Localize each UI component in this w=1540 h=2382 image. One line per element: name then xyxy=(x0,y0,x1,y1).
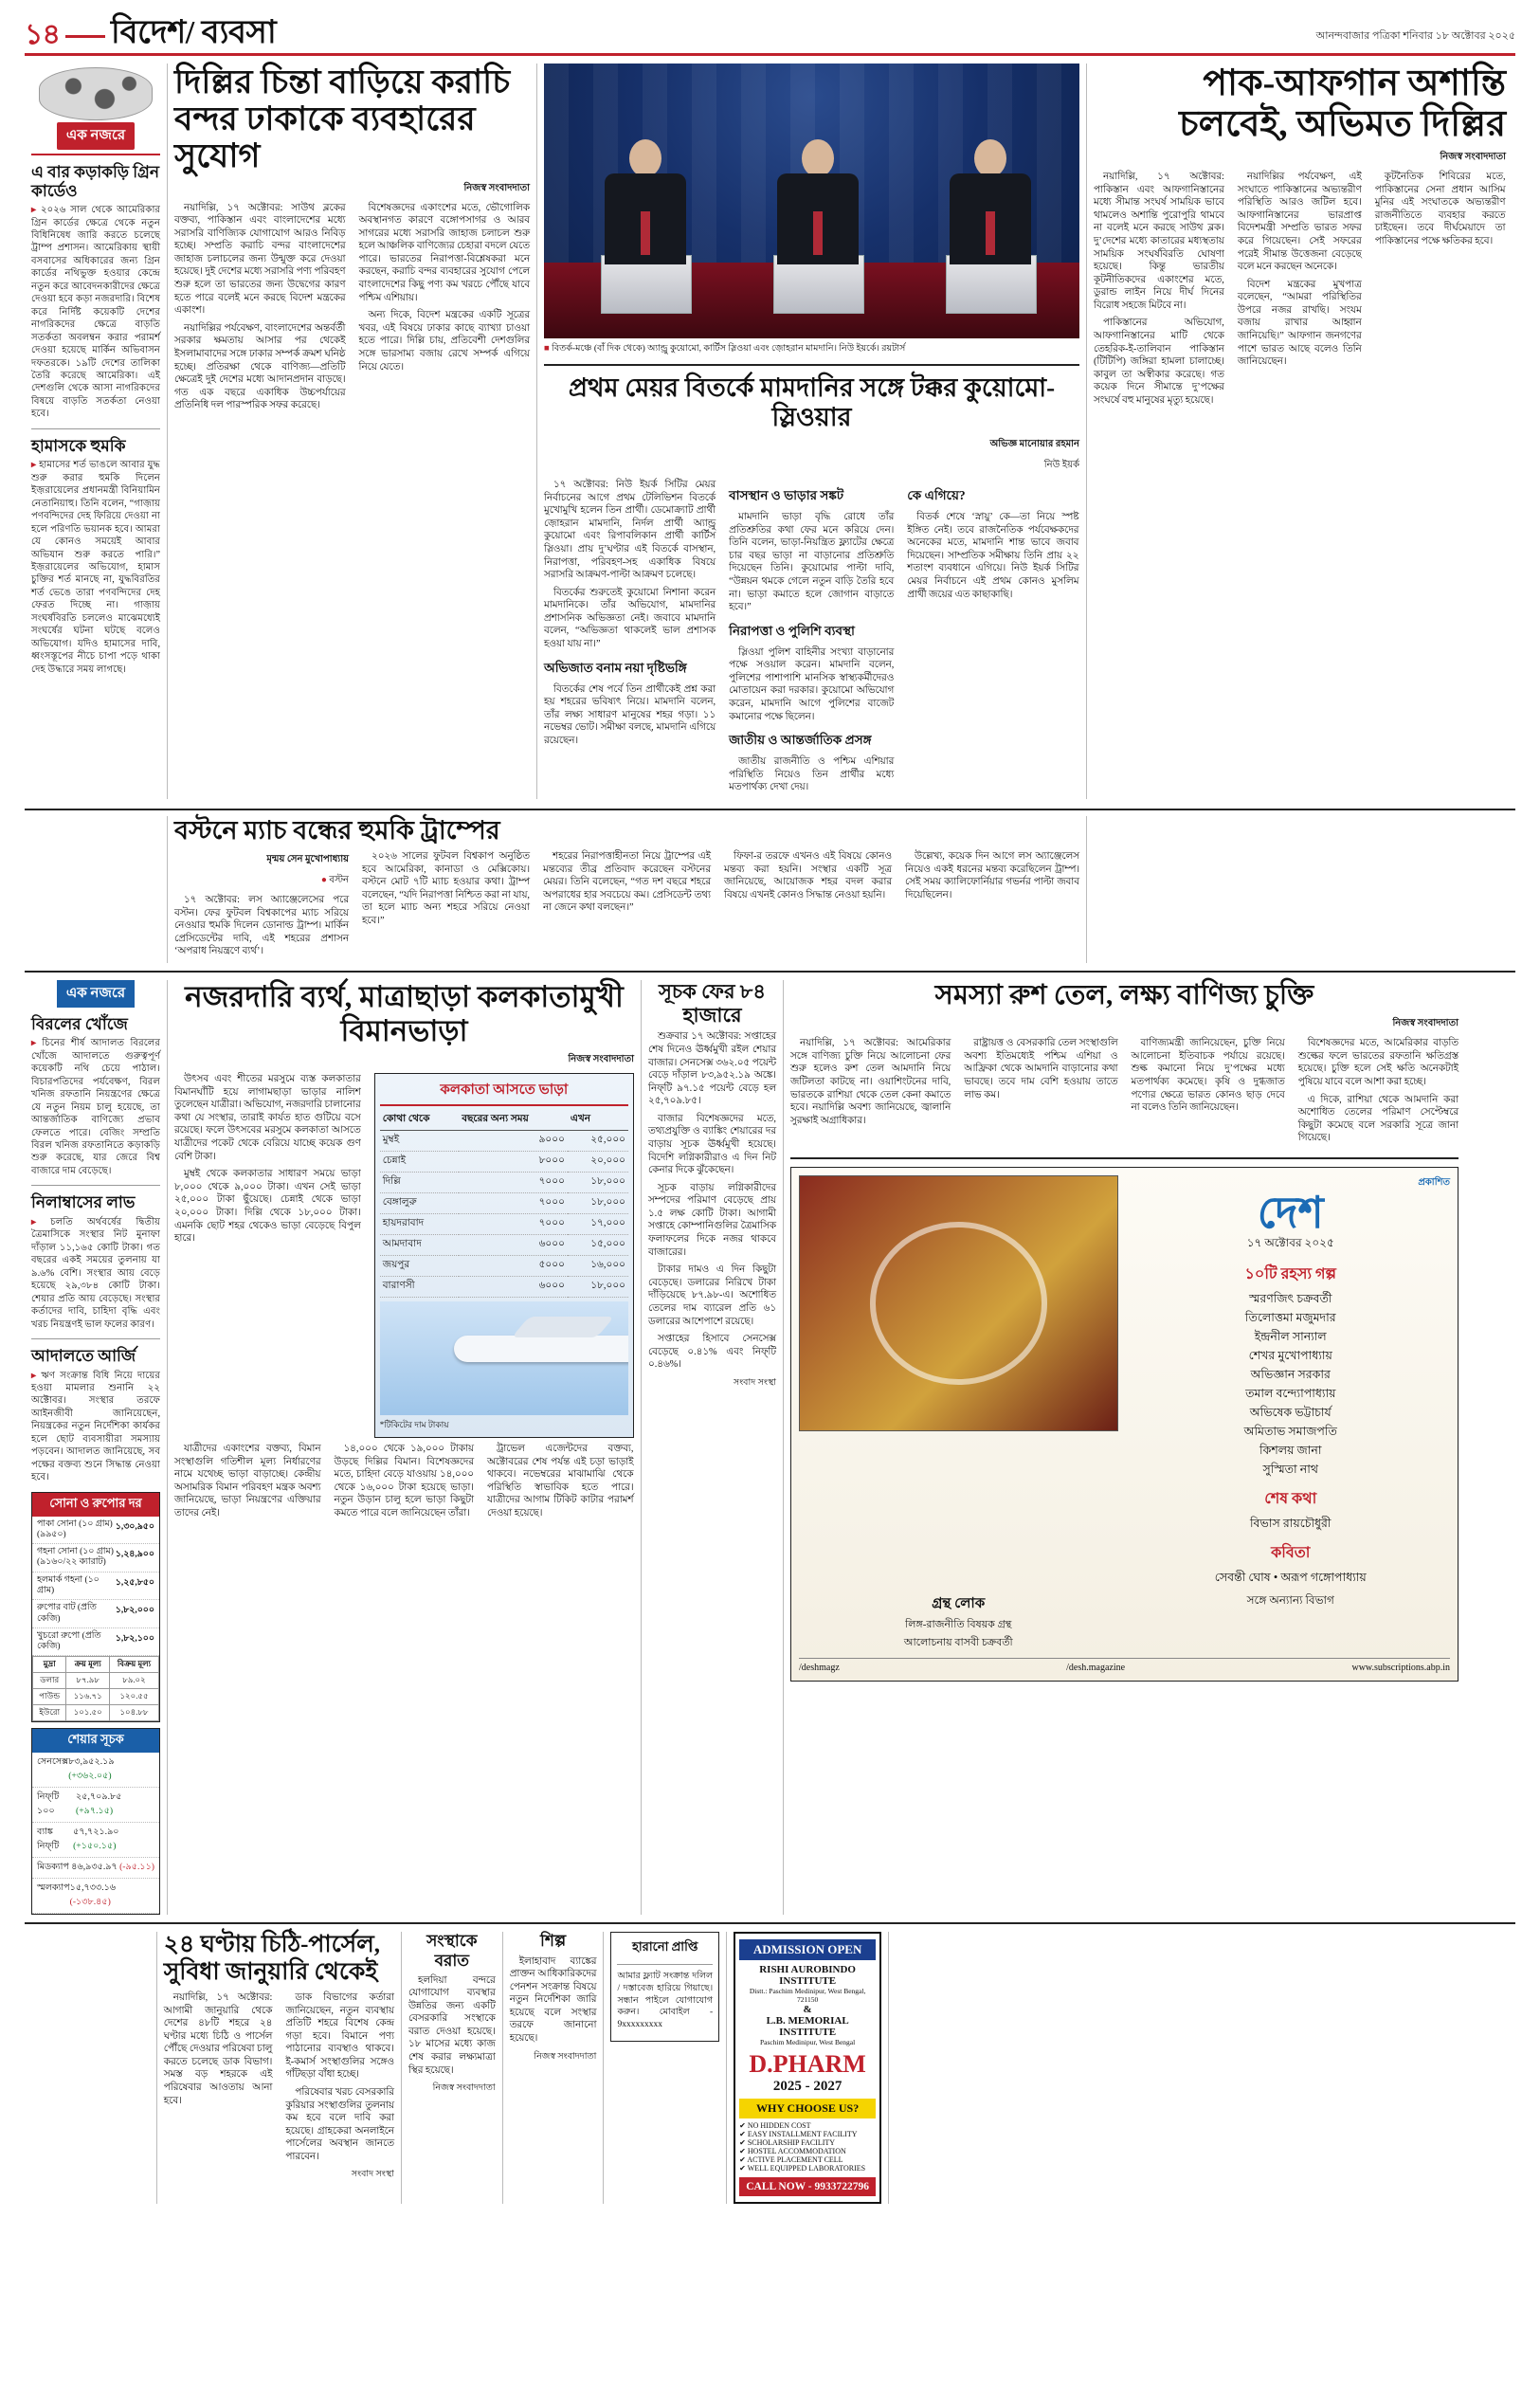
page-number: ১৪ xyxy=(25,19,60,50)
rate-label: খুচরো রুপো (প্রতি কেজি) xyxy=(37,1630,101,1652)
boston-place: বস্টন xyxy=(329,874,349,885)
cell-now: ১৫,০০০ xyxy=(568,1235,628,1256)
index-value: ২৫,৭০৯.৮৫ xyxy=(76,1791,122,1803)
photo-caption: ■ বিতর্ক-মঞ্চে (বাঁ দিক থেকে) অ্যান্ড্রু কুয়োমো, কার্টিস স্লিওয়া এবং জ়োহরান মামদানি। নিউ ইয়র্কে। রয়টার্স xyxy=(544,344,906,354)
cell: ১২০.৫৫ xyxy=(110,1689,159,1705)
section-rule xyxy=(65,35,105,38)
paragraph: নয়াদিল্লির পর্যবেক্ষণ, বাংলাদেশের অন্তর্বর্তী সরকার ক্ষমতায় আসার পর থেকেই ইসলামাবাদের সঙ্গে ঢাকার সম্পর্ক ক্রমশ ঘনিষ্ঠ হচ্ছে। প্রতিরক্ষা থেকে বাণিজ্য—প্রতিটি ক্ষেত্রেই দুই দেশের মধ্যে আদানপ্রদান বাড়ছে। গত এক বছরে একাধিক উচ্চপর্যায়ের প্রতিনিধি দল পারস্পরিক সফর করেছে। xyxy=(174,322,346,411)
rate-row xyxy=(32,1600,159,1628)
table-row xyxy=(380,1173,628,1193)
table-row xyxy=(380,1235,628,1256)
paragraph: শুক্রবার ১৭ অক্টোবর: সপ্তাহের শেষ দিনেও ঊর্ধ্বমুখী রইল শেয়ার বাজার। সেনসেক্স ৩৬২.০৫ পয়েন্ট বেড়ে দাঁড়াল ৮৩,৯৫২.১৯ অঙ্কে। নিফ্‌টি ৯৭.১৫ পয়েন্ট বেড়ে হল ২৫,৭০৯.৮৫। xyxy=(648,1031,776,1107)
admission-ad[interactable] xyxy=(726,1932,888,2204)
currency-table xyxy=(32,1656,159,1721)
cell: ডলার xyxy=(33,1673,66,1689)
fare-table xyxy=(374,1073,634,1438)
masthead-date: আনন্দবাজার পত্রিকা শনিবার ১৮ অক্টোবর ২০২৫ xyxy=(1315,30,1515,42)
index-value: ৪৬,৯৩৫.৯৭ xyxy=(71,1862,118,1873)
paragraph: বিদেশ মন্ত্রকের মুখপাত্র বলেছেন, “আমরা পরিস্থিতির উপরে নজর রাখছি। সংযম বজায় রাখার আহ্বান জানিয়েছি।” আফগান জনগণের পাশে ভারত আছে বলেও তিনি জানিয়েছেন। xyxy=(1237,279,1362,368)
subhead: অভিজাত বনাম নয়া দৃষ্টিভঙ্গি xyxy=(544,660,687,675)
boston-dateline: ● বস্টন xyxy=(320,874,349,885)
paragraph: হলদিয়া বন্দরে যোগাযোগ ব্যবস্থার উন্নতির জন্য একটি বেসরকারি সংস্থাকে বরাত দেওয়া হয়েছে। ১৮ মাসের মধ্যে কাজ শেষ করার লক্ষ্যমাত্রা স্থির হয়েছে। xyxy=(408,1974,496,2076)
index-value: ১৫,৭৩৩.১৬ xyxy=(69,1882,117,1894)
granthalok-sub2: আলোচনায় বাসবী চক্রবর্তী xyxy=(903,1636,1013,1648)
subhead: নিরাপত্তা ও পুলিশি ব্যবস্থা xyxy=(729,623,855,638)
subhead: বাসস্থান ও ভাড়ার সঙ্কট xyxy=(729,488,844,503)
index-label: নিফ্‌টি ১০০ xyxy=(37,1791,60,1817)
desh-magazine-ad[interactable] xyxy=(790,1167,1458,1682)
paragraph: এ দিকে, রাশিয়া থেকে আমদানি করা অশোধিত তেলের পরিমাণ সেপ্টেম্বরে কিছুটা কমেছে বলে সরকারি সূত্রে জানা গিয়েছে। xyxy=(1297,1094,1458,1144)
index-row xyxy=(32,1788,159,1823)
lost-found-ad[interactable] xyxy=(603,1932,726,2204)
cell-city: হায়দরাবাদ xyxy=(380,1214,460,1235)
paragraph: স্লিওয়া পুলিশ বাহিনীর সংখ্যা বাড়ানোর পক্ষে সওয়াল করেন। মামদানি বলেন, পুলিশের পাশাপাশি মানসিক স্বাস্থ্যকর্মীদেরও মোতায়েন করা দরকার। কুয়োমো অভিযোগ করেন, মামদানি আগে পুলিশের বাজেট কমানোর পক্ষে ছিলেন। xyxy=(729,646,895,722)
ad-point-text: WELL EQUIPPED LABORATORIES xyxy=(747,2164,866,2173)
lower-block xyxy=(25,980,1515,1916)
desh-section-title-3: কবিতা xyxy=(1271,1544,1311,1561)
lead-center-headline: প্রথম মেয়র বিতর্কে মামদানির সঙ্গে টক্কর কুয়োমো-স্লিওয়ার xyxy=(568,373,1056,432)
lost-found-text: আমার ফ্ল্যাট সংক্রান্ত দলিল / দস্তাবেজ হারিয়ে গিয়াছে। সন্ধান পাইলে যোগাযোগ করুন। মোবাইল - 9xxxxxxxxx xyxy=(617,1972,714,2029)
cell-city: দিল্লি xyxy=(380,1173,460,1193)
nojore-body: হামাসের শর্ত ভাঙলে আবার যুদ্ধ শুরু করার হুমকি দিলেন ইজ়রায়েলের প্রধানমন্ত্রী বিনিয়ামিন নেতানিয়াহু। তিনি বলেন, “গাজ়ায় পণবন্দিদের দেহ ফিরিয়ে দেওয়া না হলে পরিণতি ভয়ানক হবে। আমরা যে কোনও সময়েই আবার অভিযান শুরু করতে পারি।” ইজ়রায়েলের অভিযোগ, হামাস চুক্তির শর্ত মানছে না, যুদ্ধবিরতির শর্ত ভেঙে তারা পণবন্দিদের দেহ ফেরত দিচ্ছে না। গাজ়ায় সংঘর্ষবিরতি চললেও মাঝেমধ্যেই সংঘর্ষের ঘটনা ঘটছে বলেও অভিযোগ। যদিও হামাসের দাবি, ধ্বংসস্তূপের নীচে চাপা পড়ে থাকা দেহ উদ্ধারে সময় লাগছে। xyxy=(31,460,160,675)
paragraph: ফিফা-র তরফে এখনও এই বিষয়ে কোনও মন্তব্য করা হয়নি। সংস্থার একটি সূত্র জানিয়েছে, আয়োজক শহর বদল করার বিষয়ে এখনই কোনও সিদ্ধান্ত নেওয়া হয়নি। xyxy=(724,850,892,900)
airfare-headline: নজরদারি ব্যর্থ, মাত্রাছাড়া কলকাতামুখী বিমানভাড়া xyxy=(185,979,624,1047)
right-lower-column xyxy=(783,980,1465,1916)
subhead: কে এগিয়ে? xyxy=(907,488,966,503)
paragraph: বিশেষজ্ঞদের মতে, আমেরিকার বাড়তি শুল্কের ফলে ভারতের রফতানি ক্ষতিগ্রস্ত হয়েছে। চুক্তি হলে সেই ক্ষতি অনেকটাই পুষিয়ে যাবে বলে আশা করা হচ্ছে। xyxy=(1297,1038,1458,1087)
airfare-story xyxy=(167,980,641,1916)
cell-city: জয়পুর xyxy=(380,1256,460,1277)
boston-strip xyxy=(25,816,1515,963)
paragraph: মামদানি ভাড়া বৃদ্ধি রোধে তাঁর প্রতিশ্রুতির কথা ফের মনে করিয়ে দেন। তিনি বলেন, ভাড়া-নিয়ন্ত্রিত ফ্ল্যাটের ক্ষেত্রে চার বছর ভাড়া না বাড়ানোর প্রতিশ্রুতি দিয়েছেন তিনি। কুয়োমোর পাল্টা দাবি, “উন্নয়ন থমকে গেলে নতুন বাড়ি তৈরি হবে না। ভাড়া কমাতে হলে জোগান বাড়াতে হবে।” xyxy=(729,512,895,613)
desh-section3-authors: সেবন্তী ঘোষ • অরূপ গঙ্গোপাধ্যায় xyxy=(1214,1570,1367,1584)
photo-caption-text: বিতর্ক-মঞ্চে (বাঁ দিক থেকে) অ্যান্ড্রু কুয়োমো, কার্টিস স্লিওয়া এবং জ়োহরান মামদানি। নিউ ইয়র্কে। রয়টার্স xyxy=(552,344,906,354)
desh-cover-image xyxy=(799,1175,1118,1431)
session-years: 2025 - 2027 xyxy=(772,2079,842,2095)
cell-now: ১৮,০০০ xyxy=(568,1277,628,1298)
ad-point-text: SCHOLARSHIP FACILITY xyxy=(747,2138,836,2148)
paragraph: টাকার দামও এ দিন কিছুটা বেড়েছে। ডলারের নিরিখে টাকা দাঁড়িয়েছে ৮৭.৯৮-এ। অশোধিত তেলের দাম ব্যারেল প্রতি ৬১ ডলারের আশেপাশে রয়েছে। xyxy=(648,1264,776,1327)
bottom-strip xyxy=(25,1932,1515,2204)
list-item: অভিজ্ঞান সরকার xyxy=(1250,1367,1331,1381)
cell-now: ১৬,০০০ xyxy=(568,1256,628,1277)
lead-center-dateline: নিউ ইয়র্ক xyxy=(1043,460,1079,471)
cell: ৮৭.৯৮ xyxy=(66,1673,110,1689)
granthalok-sub: লিঙ্গ-রাজনীতি বিষয়ক গ্রন্থ xyxy=(905,1618,1012,1630)
nojore-text: ▸ চিনের শীর্ষ আদালত বিরলের খোঁজে আদালতে গুরুত্বপূর্ণ কয়েকটি নথি চেয়ে পাঠাল। বিচারপতিদের পর্যবেক্ষণ, বিরল খনিজ রফতানি নিয়ন্ত্রণের ক্ষেত্রে যে নতুন নিয়ম চালু হয়েছে, তা আন্তর্জাতিক বাণিজ্যে প্রভাব ফেলতে পারে। বেজিং সম্প্রতি বিরল খনিজ রফতানিতে কড়াকড়ি শুরু করেছে, যার জেরে বিশ্ব বাজারে দাম বেড়েছে। xyxy=(31,1038,160,1176)
ad-point-text: NO HIDDEN COST xyxy=(747,2121,811,2131)
fare-table-title: কলকাতা আসতে ভাড়া xyxy=(380,1079,628,1106)
ad-point-text: ACTIVE PLACEMENT CELL xyxy=(747,2155,843,2165)
cell-normal: ৭০০০ xyxy=(459,1214,568,1235)
list-item: স্মরণজিৎ চক্রবর্তী xyxy=(1249,1291,1332,1305)
paragraph: ২০২৬ সালের ফুটবল বিশ্বকাপ অনুষ্ঠিত হবে আমেরিকা, কানাডা ও মেক্সিকোয়। বস্টনে মোট ৭টি ম্যাচ হওয়ার কথা। ট্রাম্প বলেছেন, “যদি নিরাপত্তা নিশ্চিত করা না যায়, তা হলে ম্যাচ অন্য শহরে সরিয়ে নেওয়া হবে।” xyxy=(362,850,530,926)
gold-rate-title: সোনা ও রুপোর দর xyxy=(32,1493,159,1517)
paragraph: পরিষেবার খরচ বেসরকারি কুরিয়ার সংস্থাগুলির তুলনায় কম হবে বলে দাবি করা হয়েছে। গ্রাহকেরা অনলাইনে পার্সেলের অবস্থান জানতে পারবেন। xyxy=(285,2087,394,2162)
lost-found-title: হারানো প্রাপ্তি xyxy=(632,1939,698,1955)
admission-banner: ADMISSION OPEN xyxy=(739,1939,876,1960)
desh-date: ১৭ অক্টোবর ২০২৫ xyxy=(1246,1235,1334,1249)
airfare-byline: নিজস্ব সংবাদদাতা xyxy=(568,1054,634,1065)
index-delta: (+১৫০.১৫) xyxy=(73,1841,117,1852)
rate-label: রুপোর বাট (প্রতি কেজি) xyxy=(37,1603,97,1624)
rate-value: ১,২৫,৮৫০ xyxy=(115,1577,154,1588)
index-delta: (+৩৬২.০৫) xyxy=(68,1771,112,1782)
cell-city: বারাণসী xyxy=(380,1277,460,1298)
paragraph: উল্লেখ্য, কয়েক দিন আগে লস অ্যাঞ্জেলেস নিয়েও একই ধরনের মন্তব্য করেছিলেন ট্রাম্প। সেই সময় ক্যালিফোর্নিয়ার গভর্নর পাল্টা জবাব দিয়েছিলেন। xyxy=(905,850,1079,900)
section-title: বিদেশ/ ব্যবসা xyxy=(110,15,277,50)
paragraph: নয়াদিল্লি, ১৭ অক্টোবর: আমেরিকার সঙ্গে বাণিজ্য চুক্তি নিয়ে আলোচনা ফের শুরু হলেও রুশ তেল আমদানি নিয়ে জটিলতা কাটছে না। ওয়াশিংটনের দাবি, ভারতকে রাশিয়া থেকে তেল কেনা কমাতে হবে। নয়াদিল্লি অবশ্য জানিয়েছে, জ্বালানি সুরক্ষাই অগ্রাধিকার। xyxy=(790,1038,951,1126)
gold-rate-box xyxy=(31,1492,160,1723)
list-item: সুস্মিতা নাথ xyxy=(1262,1462,1318,1476)
table-row xyxy=(380,1152,628,1173)
list-item: অভিষেক ভট্টাচার্য xyxy=(1249,1405,1332,1419)
table-row xyxy=(33,1673,159,1689)
desh-logo: দেশ xyxy=(1257,1188,1324,1237)
nojore-body: চিনের শীর্ষ আদালত বিরলের খোঁজে আদালতে গুরুত্বপূর্ণ কয়েকটি নথি চেয়ে পাঠাল। বিচারপতিদের পর্যবেক্ষণ, বিরল খনিজ রফতানি নিয়ন্ত্রণের ক্ষেত্রে যে নতুন নিয়ম চালু হয়েছে, তা আন্তর্জাতিক বাণিজ্যে প্রভাব ফেলতে পারে। বেজিং সম্প্রতি বিরল খনিজ রফতানিতে কড়াকড়ি শুরু করেছে, যার জেরে বিশ্ব বাজারে দাম বেড়েছে। xyxy=(31,1038,160,1176)
lead-left-byline: নিজস্ব সংবাদদাতা xyxy=(463,182,530,193)
cell-normal: ৭০০০ xyxy=(459,1193,568,1214)
rate-row xyxy=(32,1573,159,1601)
baraat-headline: সংস্থাকে বরাত xyxy=(426,1932,478,1970)
index-news-story xyxy=(641,980,783,1916)
index-news-credit: সংবাদ সংস্থা xyxy=(733,1377,776,1388)
lead-center-story xyxy=(536,64,1086,799)
index-row xyxy=(32,1879,159,1914)
paragraph: উৎসব এবং শীতের মরসুমে ব্যস্ত কলকাতার বিমানঘাঁটি হয়ে লাগামছাড়া ভাড়ার নালিশ তুলেছেন যাত্রীরা। অভিযোগ, নজরদারি চালানোর কথা যে সংস্থার, তারাই কার্যত হাত গুটিয়ে বসে রয়েছে। ফলে উৎসবের মরসুমে কলকাতা আসতে যাত্রীদের পকেট থেকে বেরিয়ে যাচ্ছে কয়েক গুণ বেশি টাকা। xyxy=(174,1074,361,1162)
paragraph: বিতর্কের শুরুতেই কুয়োমো নিশানা করেন মামদানিকে। তাঁর অভিযোগ, মামদানির প্রশাসনিক অভিজ্ঞতা নেই। জবাবে মামদানি বলেন, “অভিজ্ঞতা থাকলেই ভাল প্রশাসক হওয়া যায় না।” xyxy=(544,587,716,650)
list-item: কিশলয় জানা xyxy=(1259,1443,1322,1457)
cell-normal: ৯০০০ xyxy=(459,1131,568,1152)
paragraph: বাজার বিশেষজ্ঞদের মতে, তথ্যপ্রযুক্তি ও ব্যাঙ্কিং শেয়ারের দর বাড়ায় সূচক ঊর্ধ্বমুখী হয়েছে। বিদেশি লগ্নিকারীরাও এ দিন নিট কেনার দিকে ঝুঁকেছেন। xyxy=(648,1113,776,1176)
cell: ১০১.৫০ xyxy=(66,1705,110,1721)
ek-nojore-tag: এক নজরে xyxy=(57,122,135,150)
paragraph: ডাক বিভাগের কর্তারা জানিয়েছেন, নতুন ব্যবস্থায় প্রতিটি শহরে বিশেষ কেন্দ্র গড়া হবে। বিমানে পণ্য পাঠানোর ব্যবস্থাও থাকবে। ই-কমার্স সংস্থাগুলির সঙ্গেও গাঁটছড়া বাঁধা হচ্ছে। xyxy=(285,1991,394,2081)
col-header: বিক্রয় মূল্য xyxy=(110,1657,159,1673)
index-label: মিডক্যাপ xyxy=(37,1862,69,1873)
col-header: বছরের অন্য সময় xyxy=(459,1110,568,1131)
list-item: তিলোত্তমা মজুমদার xyxy=(1244,1310,1336,1324)
list-item: শেখর মুখোপাধ্যায় xyxy=(1248,1348,1332,1362)
institute-1-name: RISHI AUROBINDO INSTITUTE xyxy=(759,1964,856,1988)
cell-now: ১৭,০০০ xyxy=(568,1214,628,1235)
paragraph: পাকিস্তানের অভিযোগ, আফগানিস্তানের মাটি থেকে তেহরিক-ই-তালিবান পাকিস্তান (টিটিপি) জঙ্গিরা হামলা চালাচ্ছে। কাবুল তা অস্বীকার করেছে। গত কয়েক দিনে সীমান্তে দু’পক্ষের সংঘর্ষে বহু মানুষের মৃত্যু হয়েছে। xyxy=(1094,318,1224,406)
industry-note xyxy=(502,1932,604,2204)
nojore-text: ▸ ২০২৬ সাল থেকে আমেরিকার গ্রিন কার্ডের ক্ষেত্রে থেকে নতুন বিধিনিষেধ জারি করতে চলেছে ট্রাম্প প্রশাসন। আমেরিকায় স্থায়ী বসবাসের অধিকারের জন্য গ্রিন কার্ডের নথিভুক্ত হওয়ার কেন্দ্রে নতুন করে আবেদনকারীদের ক্ষেত্রে দেওয়া হবে কড়া নজরদারি। বিশেষ করে নির্দিষ্ট কয়েকটি দেশের নাগরিকদের ক্ষেত্রে বাড়তি সতর্কতা অবলম্বন করার পরামর্শ দেওয়া হয়েছে মার্কিন অভিবাসন দফতরকে। ১৯টি দেশের তালিকা তৈরি করেছে আমেরিকা। এই দেশগুলি থেকে আসা নাগরিকদের বিষয়ে বাড়তি সতর্কতা নেওয়া হবে। xyxy=(31,205,160,420)
cell-normal: ৭০০০ xyxy=(459,1173,568,1193)
ek-nojore-column-1 xyxy=(25,64,167,799)
rate-label: হলমার্ক গহনা (১০ গ্রাম) xyxy=(37,1574,100,1596)
baraat-credit: নিজস্ব সংবাদদাতা xyxy=(432,2083,496,2094)
paragraph: বিতর্ক শেষে ‘স্নায়ু’ কে—তা নিয়ে স্পষ্ট ইঙ্গিত নেই। তবে রাজনৈতিক পর্যবেক্ষকদের অনেকের মতে, মামদানি শান্ত ভাবে জবাব দিয়েছেন। সাম্প্রতিক সমীক্ষায় তিনি প্রায় ২২ শতাংশ ব্যবধানে এগিয়ে। নিউ ইয়র্ক সিটির মেয়র নির্বাচনে এই প্রথম কোনও মুসলিম প্রার্থী জয়ের এত কাছাকাছি। xyxy=(907,512,1079,600)
nojore-title: বিরলের খোঁজে xyxy=(31,1014,128,1033)
index-label: স্মলক্যাপ xyxy=(37,1882,70,1894)
courier-credit: সংবাদ সংস্থা xyxy=(351,2170,394,2180)
lead-right-headline: পাক-আফগান অশান্তি চলবেই, অভিমত দিল্লির xyxy=(1179,64,1506,144)
nojore-text: ▸ চলতি অর্থবর্ষের দ্বিতীয় ত্রৈমাসিকে সংস্থার নিট মুনাফা দাঁড়াল ১১,১৬৫ কোটি টাকা। গত বছরের একই সময়ের তুলনায় যা ৯.৬% বেশি। সংস্থার আয় বেড়ে হয়েছে ২৯,৩৮৪ কোটি টাকা। শেয়ার প্রতি আয় বেড়েছে। সংস্থার কর্তাদের দাবি, চাহিদা বৃদ্ধি এবং খরচ নিয়ন্ত্রণই ভাল ফলের কারণ। xyxy=(31,1216,160,1330)
col-header: মুদ্রা xyxy=(33,1657,66,1673)
ad-point: ✔ HOSTEL ACCOMMODATION xyxy=(739,2147,846,2156)
desh-section-title-2: শেষ কথা xyxy=(1264,1490,1317,1507)
cell: ১১৬.৭১ xyxy=(66,1689,110,1705)
paragraph: সূচক বাড়ায় লগ্নিকারীদের সম্পদের পরিমাণ বেড়েছে প্রায় ১.৫ লক্ষ কোটি টাকা। আগামী সপ্তাহে কোম্পানিগুলির ত্রৈমাসিক ফলাফলের দিকে নজর থাকবে বাজারের। xyxy=(648,1182,776,1258)
instagram-handle[interactable]: /desh.magazine xyxy=(1066,1662,1126,1673)
industry-headline: শিল্প xyxy=(540,1932,567,1951)
paragraph: জাতীয় রাজনীতি ও পশ্চিম এশিয়ার পরিস্থিতি নিয়েও তিন প্রার্থীর মধ্যে মতপার্থক্য দেখা দেয়। xyxy=(729,756,895,793)
globe-icon xyxy=(39,67,153,120)
index-row xyxy=(32,1823,159,1858)
divider xyxy=(31,428,160,429)
boston-byline: মৃন্ময় সেন মুখোপাধ্যায় xyxy=(266,853,349,864)
nojore-body: ২০২৬ সাল থেকে আমেরিকার গ্রিন কার্ডের ক্ষেত্রে থেকে নতুন বিধিনিষেধ জারি করতে চলেছে ট্রাম্প প্রশাসন। আমেরিকায় স্থায়ী বসবাসের অধিকারের জন্য গ্রিন কার্ডের নথিভুক্ত হওয়ার কেন্দ্রে নতুন করে আবেদনকারীদের ক্ষেত্রে দেওয়া হবে কড়া নজরদারি। বিশেষ করে নির্দিষ্ট কয়েকটি দেশের নাগরিকদের ক্ষেত্রে বাড়তি সতর্কতা অবলম্বন করার পরামর্শ দেওয়া হয়েছে মার্কিন অভিবাসন দফতরকে। ১৯টি দেশের তালিকা তৈরি করেছে আমেরিকা। এই দেশগুলি থেকে আসা নাগরিকদের বিষয়ে বাড়তি সতর্কতা নেওয়া হবে। xyxy=(31,205,160,420)
boston-story xyxy=(167,816,1086,963)
paragraph: বাণিজ্যমন্ত্রী জানিয়েছেন, চুক্তি নিয়ে আলোচনা ইতিবাচক পর্যায়ে রয়েছে। শুল্ক কমানো নিয়ে দু’পক্ষের মধ্যে মতপার্থক্য কমেছে। কৃষি ও দুগ্ধজাত পণ্যের ক্ষেত্রে ভারত কোনও ছাড় দেবে না বলেও তিনি জানিয়েছেন। xyxy=(1131,1038,1285,1114)
paragraph: অন্য দিকে, বিদেশ মন্ত্রকের একটি সূত্রের খবর, এই বিষয়ে ঢাকার কাছে ব্যাখ্যা চাওয়া হতে পারে। দিল্লি চায়, প্রতিবেশী দেশগুলির সঙ্গে ভারসাম্য বজায় রেখে সম্পর্ক এগিয়ে নিয়ে যেতে। xyxy=(358,310,530,373)
rate-row xyxy=(32,1517,159,1545)
cell-normal: ৬০০০ xyxy=(459,1235,568,1256)
desh-misc: সঙ্গে অন্যান্য বিভাগ xyxy=(1246,1592,1334,1607)
russia-oil-headline: সমস্যা রুশ তেল, লক্ষ্য বাণিজ্য চুক্তি xyxy=(934,979,1314,1010)
nojore-text: ▸ ঋণ সংক্রান্ত বিধি নিয়ে দায়ের হওয়া মামলার শুনানি ২২ অক্টোবর। সংস্থার তরফে আইনজীবী জানিয়েছেন, নিয়ন্ত্রকের নতুন নির্দেশিকা কার্যকর হলে ছোট ব্যবসায়ীরা সমস্যায় পড়বেন। আদালত জানিয়েছে, সব পক্ষের বক্তব্য শুনে সিদ্ধান্ত নেওয়া হবে। xyxy=(31,1370,160,1483)
paragraph: শহরের নিরাপত্তাহীনতা নিয়ে ট্রাম্পের এই মন্তব্যের তীব্র প্রতিবাদ করেছেন বস্টনের মেয়র। তিনি বলেছেন, “গত দশ বছরে শহরে অপরাধের হার সবচেয়ে কম। প্রেসিডেন্ট তথ্য না জেনে কথা বলছেন।” xyxy=(543,850,711,914)
nojore-title: নিলাম্বাসের লাভ xyxy=(31,1193,136,1212)
ad-point-text: EASY INSTALLMENT FACILITY xyxy=(747,2130,858,2139)
cell-now: ২০,০০০ xyxy=(568,1152,628,1173)
share-index-box xyxy=(31,1728,160,1915)
paragraph: মুম্বই থেকে কলকাতার সাধারণ সময়ে ভাড়া ৮,০০০ থেকে ৯,০০০ টাকা। এখন সেই ভাড়া ২৫,০০০ টাকা ছুঁয়েছে। চেন্নাই থেকে ভাড়া ২০,০০০ টাকা। দিল্লি থেকে ১৮,০০০ টাকা। এমনকি ছোট শহর থেকেও ভাড়া বেড়েছে বিপুল হারে। xyxy=(174,1169,361,1245)
desh-section-title: ১০টি রহস্য গল্প xyxy=(1244,1265,1336,1282)
share-index-title: শেয়ার সূচক xyxy=(32,1729,159,1753)
table-row xyxy=(380,1193,628,1214)
cell: ১০৪.৮৮ xyxy=(110,1705,159,1721)
index-label: সেনসেক্স xyxy=(37,1756,69,1768)
col-header: কোথা থেকে xyxy=(380,1110,460,1131)
call-now-button[interactable]: CALL NOW - 9933722796 xyxy=(739,2177,876,2196)
paragraph: কূটনৈতিক শিবিরের মতে, পাকিস্তানের সেনা প্রধান আসিম মুনির এই সংঘাতকে অভ্যন্তরীণ রাজনীতিতে ব্যবহার করতে চাইছেন। তবে দীর্ঘমেয়াদে তা পাকিস্তানের পক্ষে ক্ষতিকর হবে। xyxy=(1374,172,1506,246)
paragraph: নয়াদিল্লি, ১৭ অক্টোবর: পাকিস্তান এবং আফগানিস্তানের মধ্যে সীমান্ত সংঘর্ষ সাময়িক ভাবে থামলেও অশান্তি পুরোপুরি থামবে না বলেই মনে করছে সাউথ ব্লক। দু’দেশের মধ্যে কাতারের মধ্যস্থতায় সাময়িক সংঘর্ষবিরতি ঘোষণা হয়েছে। কিন্তু ভারতীয় কূটনীতিকদের একাংশের মতে, ডুরান্ড লাইন নিয়ে দীর্ঘ দিনের বিরোধ সহজে মিটবে না। xyxy=(1094,172,1224,311)
lead-right-byline: নিজস্ব সংবাদদাতা xyxy=(1440,152,1506,163)
debate-photo xyxy=(544,64,1079,338)
baraat-story xyxy=(401,1932,502,2204)
list-item: ইন্দ্রনীল সান্যাল xyxy=(1254,1329,1327,1343)
ek-nojore-tag-2: এক নজরে xyxy=(57,980,135,1008)
ad-point: ✔ ACTIVE PLACEMENT CELL xyxy=(739,2155,843,2165)
index-value: ৮৩,৯৫২.১৯ xyxy=(68,1756,115,1768)
cell-normal: ৫০০০ xyxy=(459,1256,568,1277)
nojore-body: চলতি অর্থবর্ষের দ্বিতীয় ত্রৈমাসিকে সংস্থার নিট মুনাফা দাঁড়াল ১১,১৬৫ কোটি টাকা। গত বছরের একই সময়ের তুলনায় যা ৯.৬% বেশি। সংস্থার আয় বেড়ে হয়েছে ২৯,৩৮৪ কোটি টাকা। শেয়ার প্রতি আয় বেড়েছে। সংস্থার কর্তাদের দাবি, চাহিদা বৃদ্ধি এবং খরচ নিয়ন্ত্রণই ভাল ফলের কারণ। xyxy=(31,1216,160,1330)
industry-credit: নিজস্ব সংবাদদাতা xyxy=(534,2051,597,2062)
courier-story xyxy=(156,1932,401,2204)
rate-value: ১,৮২,০০০ xyxy=(115,1606,154,1616)
cell-city: চেন্নাই xyxy=(380,1152,460,1173)
institute-2-name: L.B. MEMORIAL INSTITUTE xyxy=(766,2015,849,2039)
index-news-headline: সূচক ফের ৮৪ হাজারে xyxy=(658,979,767,1027)
course-name: D.PHARM xyxy=(749,2050,866,2079)
lead-left-story xyxy=(167,64,536,799)
table-row xyxy=(380,1131,628,1152)
index-row xyxy=(32,1858,159,1879)
desh-section2-author: বিভাস রায়চৌধুরী xyxy=(1249,1516,1332,1530)
col-header: এখন xyxy=(568,1110,628,1131)
ad-point: ✔ SCHOLARSHIP FACILITY xyxy=(739,2138,836,2148)
paragraph: নয়াদিল্লি, ১৭ অক্টোবর: আগামী জানুয়ারি থেকে দেশের ৪৮টি শহরে ২৪ ঘণ্টার মধ্যে চিঠি ও পার্সেল পৌঁছে দেওয়ার পরিষেবা চালু করতে চলেছে ডাক বিভাগ। সমস্ত বড় শহরকে এই পরিষেবার আওতায় আনা হবে। xyxy=(163,1991,273,2106)
desh-author-list xyxy=(1132,1289,1451,1479)
index-delta: (-৯৫.১১) xyxy=(119,1862,154,1873)
table-row xyxy=(380,1214,628,1235)
plane-photo xyxy=(380,1301,628,1415)
rate-label: গহনা সোনা (১০ গ্রাম) (৯১৬০/২২ ক্যারাট) xyxy=(37,1547,114,1568)
boston-headline: বস্টনে ম্যাচ বন্ধের হুমকি ট্রাম্পের xyxy=(174,815,500,845)
institute-1-address: Distt.: Paschim Medinipur, West Bengal, 721150 xyxy=(749,1987,866,2005)
table-row xyxy=(380,1277,628,1298)
subhead: জাতীয় ও আন্তর্জাতিক প্রসঙ্গ xyxy=(729,733,872,748)
cell-now: ২৫,০০০ xyxy=(568,1131,628,1152)
ad-point-text: HOSTEL ACCOMMODATION xyxy=(747,2147,846,2156)
cell-city: আমদাবাদ xyxy=(380,1235,460,1256)
table-row xyxy=(380,1256,628,1277)
paragraph: ১৪,০০০ থেকে ১৯,০০০ টাকায় উড়ছে দিল্লির বিমান। বিশেষজ্ঞদের মতে, চাহিদা বেড়ে যাওয়ায় ১৪,০০০ থেকে ১৬,০০০ টাকা হয়েছে ভাড়া। নতুন উড়ান চালু হলে ভাড়া কিছুটা কমতে পারে বলে জানিয়েছেন তাঁরা। xyxy=(334,1444,474,1519)
cell-now: ১৮,০০০ xyxy=(568,1173,628,1193)
paragraph: বিতর্কের শেষ পর্বে তিন প্রার্থীকেই প্রশ্ন করা হয় শহরের ভবিষ্যৎ নিয়ে। মামদানি বলেন, তাঁর লক্ষ্য সাধারণ মানুষের শহর গড়া। ১১ নভেম্বর ভোট। সমীক্ষা বলছে, মামদানি এগিয়ে রয়েছেন। xyxy=(544,683,716,746)
courier-headline: ২৪ ঘণ্টায় চিঠি-পার্সেল, সুবিধা জানুয়ারি থেকেই xyxy=(163,1932,381,1986)
divider xyxy=(31,154,160,155)
ad-point: ✔ EASY INSTALLMENT FACILITY xyxy=(739,2130,858,2139)
paragraph: নয়াদিল্লির পর্যবেক্ষণ, এই সংঘাতে পাকিস্তানের অভ্যন্তরীণ পরিস্থিতি আরও জটিল হবে। আফগানিস্তানের ভারপ্রাপ্ত বিদেশমন্ত্রী সম্প্রতি ভারত সফর করে গিয়েছেন। সেই সফরের পরেই সীমান্ত উত্তেজনা বেড়েছে বলে মনে করছেন অনেকে। xyxy=(1237,172,1362,273)
masthead xyxy=(25,17,1515,56)
fare-table-note: *টিকিটের দাম টাকায় xyxy=(379,1420,449,1430)
list-item: তমাল বন্দ্যোপাধ্যায় xyxy=(1245,1386,1336,1400)
lead-left-headline: দিল্লির চিন্তা বাড়িয়ে করাচি বন্দর ঢাকাকে ব্যবহারের সুযোগ xyxy=(174,64,511,175)
col-header: ক্রয় মূল্য xyxy=(66,1657,110,1673)
ek-nojore-column-2 xyxy=(25,980,167,1916)
index-label: ব্যাঙ্ক নিফ্‌টি xyxy=(37,1827,60,1852)
ampersand: & xyxy=(803,2004,812,2016)
lead-center-byline: অভিজ্ঞ মানোয়ার রহমান xyxy=(989,439,1079,450)
index-delta: (-১৩৮.৪৫) xyxy=(69,1897,111,1908)
ad-point: ✔ NO HIDDEN COST xyxy=(739,2121,811,2131)
paragraph: যাত্রীদের একাংশের বক্তব্য, বিমান সংস্থাগুলি গতিশীল মূল্য নির্ধারণের নামে যথেচ্ছ ভাড়া বাড়াচ্ছে। কেন্দ্রীয় অসামরিক বিমান পরিবহণ মন্ত্রক অবশ্য জানিয়েছে, ভাড়া নিয়ন্ত্রণের এক্তিয়ার তাদের নেই। xyxy=(174,1444,321,1519)
paragraph: ইলাহাবাদ ব্যাঙ্কের প্রাক্তন আধিকারিকদের পেনশন সংক্রান্ত বিষয়ে নতুন নির্দেশিকা জারি হয়েছে বলে সংস্থার তরফে জানানো হয়েছে। xyxy=(509,1955,597,2044)
top-block xyxy=(25,64,1515,799)
rate-row xyxy=(32,1628,159,1657)
institute-2-address: Paschim Medinipur, West Bengal xyxy=(760,2038,856,2047)
table-row xyxy=(33,1689,159,1705)
rate-row xyxy=(32,1544,159,1573)
rate-label: পাকা সোনা (১০ গ্রাম) (৯৯৫০) xyxy=(37,1518,113,1539)
index-delta: (+৯৭.১৫) xyxy=(76,1806,114,1817)
paragraph: ট্রাভেল এজেন্টদের বক্তব্য, অক্টোবরের শেষ পর্যন্ত এই চড়া ভাড়াই থাকবে। নভেম্বরের মাঝামাঝি থেকে পরিস্থিতি স্বাভাবিক হতে পারে। যাত্রীদের আগাম টিকিট কাটার পরামর্শ দেওয়া হয়েছে। xyxy=(487,1444,634,1519)
cell: পাউন্ড xyxy=(33,1689,66,1705)
rate-value: ১,২৪,৯০০ xyxy=(115,1550,154,1560)
cell-now: ১৮,০০০ xyxy=(568,1193,628,1214)
cell-normal: ৬০০০ xyxy=(459,1277,568,1298)
index-value: ৫৭,৭২১.৯০ xyxy=(73,1827,119,1838)
table-row xyxy=(33,1705,159,1721)
desh-badge: প্রকাশিত xyxy=(1418,1176,1450,1188)
nojore-text: ▸ হামাসের শর্ত ভাঙলে আবার যুদ্ধ শুরু করার হুমকি দিলেন ইজ়রায়েলের প্রধানমন্ত্রী বিনিয়ামিন নেতানিয়াহু। তিনি বলেন, “গাজ়ায় পণবন্দিদের দেহ ফিরিয়ে দেওয়া না হলে পরিণতি ভয়ানক হবে। আমরা যে কোনও সময়েই আবার অভিযান শুরু করতে পারি।” ইজ়রায়েলের অভিযোগ, হামাস চুক্তির শর্ত মানছে না, যুদ্ধবিরতির শর্ত ভেঙে তারা পণবন্দিদের দেহ ফেরত দিচ্ছে না। গাজ়ায় সংঘর্ষবিরতি চললেও মাঝেমধ্যেই সংঘর্ষের ঘটনা ঘটছে বলেও অভিযোগ। যদিও হামাসের দাবি, ধ্বংসস্তূপের নীচে চাপা পড়ে থাকা দেহ উদ্ধারে সময় লাগছে। xyxy=(31,460,160,675)
paragraph: ১৭ অক্টোবর: লস অ্যাঞ্জেলেসের পরে বস্টন। ফের ফুটবল বিশ্বকাপের ম্যাচ সরিয়ে নেওয়ার হুমকি দিলেন ডোনাল্ড ট্রাম্প। মার্কিন প্রেসিডেন্টের দাবি, এই শহরের প্রশাসন ‘অপরাধ নিয়ন্ত্রণে ব্যর্থ’। xyxy=(174,894,349,957)
rate-value: ১,৩০,৯৫০ xyxy=(115,1521,154,1532)
cell: ইউরো xyxy=(33,1705,66,1721)
nojore-body: ঋণ সংক্রান্ত বিধি নিয়ে দায়ের হওয়া মামলার শুনানি ২২ অক্টোবর। সংস্থার তরফে আইনজীবী জানিয়েছেন, নিয়ন্ত্রকের নতুন নির্দেশিকা কার্যকর হলে ছোট ব্যবসায়ীরা সমস্যায় পড়বেন। আদালত জানিয়েছে, সব পক্ষের বক্তব্য শুনে সিদ্ধান্ত নেওয়া হবে। xyxy=(31,1370,160,1483)
russia-oil-byline: নিজস্ব সংবাদদাতা xyxy=(1392,1018,1458,1029)
cell: ৮৯.০২ xyxy=(110,1673,159,1689)
paragraph: রাষ্ট্রায়ত্ত ও বেসরকারি তেল সংস্থাগুলি অবশ্য ইতিমধ্যেই পশ্চিম এশিয়া ও আফ্রিকা থেকে আমদানি বাড়ানোর কথা ভাবছে। তবে দাম বেশি হওয়ায় তাতে লাভ কম। xyxy=(964,1038,1118,1100)
paragraph: বিশেষজ্ঞদের একাংশের মতে, ভৌগোলিক অবস্থানগত কারণে বঙ্গোপসাগর ও আরব সাগরের মধ্যে সরাসরি জাহাজ চলাচল শুরু হলে আঞ্চলিক বাণিজ্যের চেহারা বদলে যেতে পারে। ভারতের নিরাপত্তা-বিশ্লেষকরা মনে করছেন, করাচি বন্দর ব্যবহারের সুযোগ পেলে বাংলাদেশের কিছু পণ্য কম খরচে পৌঁছে যাবে পশ্চিম এশিয়ায়। xyxy=(358,202,531,303)
lead-right-story xyxy=(1086,64,1513,799)
rate-value: ১,৮২,১০০ xyxy=(115,1633,154,1644)
why-choose-us: WHY CHOOSE US? xyxy=(739,2099,876,2118)
clock-icon xyxy=(870,1222,1047,1385)
cell-city: মুম্বই xyxy=(380,1131,460,1152)
paragraph: সপ্তাহের হিসাবে সেনসেক্স বেড়েছে ০.৪১% এবং নিফ্‌টি ০.৪৬%। xyxy=(648,1334,776,1371)
index-row xyxy=(32,1753,159,1788)
paragraph: নয়াদিল্লি, ১৭ অক্টোবর: সাউথ ব্লকের বক্তব্য, পাকিস্তান এবং বাংলাদেশের মধ্যে সরাসরি বাণিজ্যিক যোগাযোগ আরও নিবিড় হচ্ছে। সম্প্রতি করাচি বন্দর বাংলাদেশের জাহাজ চলাচলের জন্য উন্মুক্ত করে দেওয়া হয়েছে। দুই দেশের মধ্যে সরাসরি পণ্য পরিবহণ শুরু হলে তা ভারতের জন্য উদ্বেগের কারণ হতে পারে বলেই মনে করছে বিদেশ মন্ত্রকের একাংশ। xyxy=(174,202,346,317)
nojore-title: আদালতে আর্জি xyxy=(31,1347,136,1366)
nojore-title: হামাসকে হুমকি xyxy=(31,436,126,455)
paragraph: ১৭ অক্টোবর: নিউ ইয়র্ক সিটির মেয়র নির্বাচনের আগে প্রথম টেলিভিশন বিতর্কে মুখোমুখি হলেন তিন প্রার্থী। ডেমোক্র্যাট প্রার্থী জ়োহরান মামদানি, নির্দল প্রার্থী অ্যান্ড্রু কুয়োমো এবং রিপাবলিকান প্রার্থী কার্টিস স্লিওয়া। প্রায় দু’ঘণ্টার এই বিতর্কে বাসস্থান, নিরাপত্তা, পরিবহণ-সহ একাধিক বিষয়ে সরাসরি আক্রমণ-পাল্টা আক্রমণ চলেছে। xyxy=(544,480,716,581)
website-url[interactable]: www.subscriptions.abp.in xyxy=(1351,1662,1450,1673)
granthalok-title: গ্রন্থ লোক xyxy=(932,1595,986,1611)
nojore-title: এ বার কড়াকড়ি গ্রিন কার্ডেও xyxy=(31,163,160,200)
ad-point: ✔ WELL EQUIPPED LABORATORIES xyxy=(739,2164,866,2173)
cell-normal: ৮০০০ xyxy=(459,1152,568,1173)
cell-city: বেঙ্গালুরু xyxy=(380,1193,460,1214)
facebook-handle[interactable]: /deshmagz xyxy=(799,1662,840,1673)
list-item: অমিতাভ সমাজপতি xyxy=(1243,1424,1337,1438)
